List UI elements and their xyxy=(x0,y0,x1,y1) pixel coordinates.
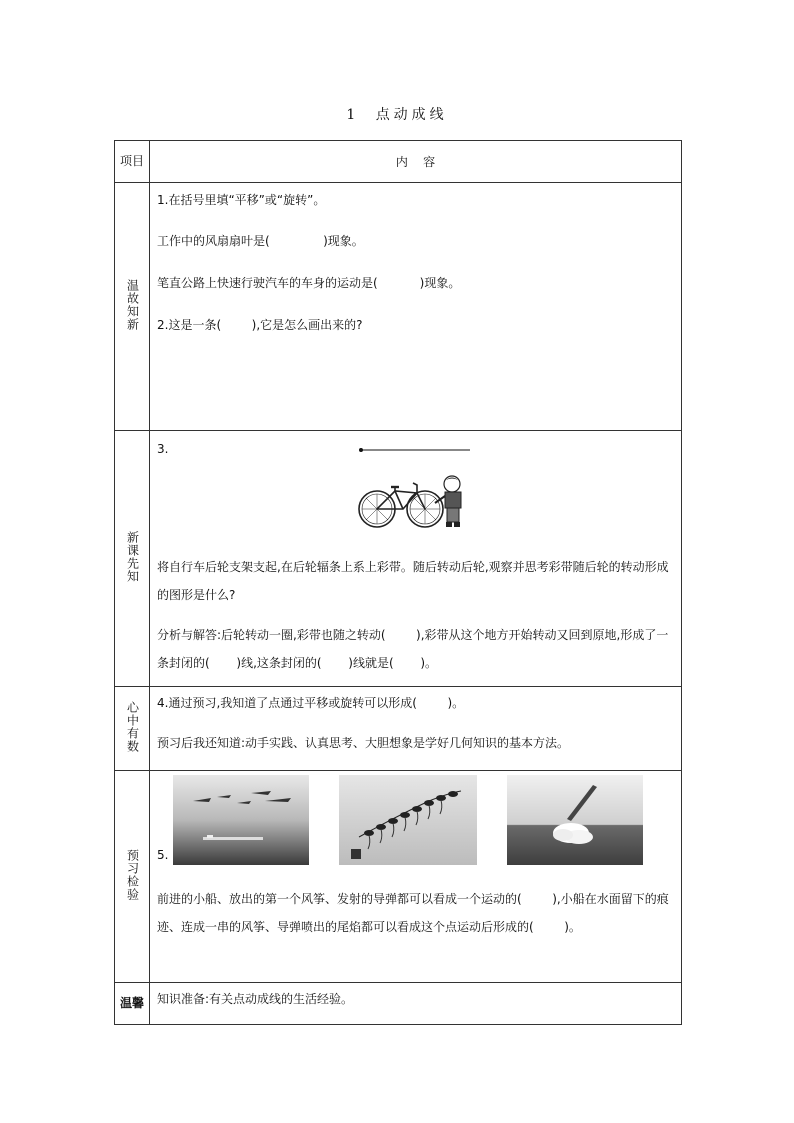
bicycle-icon xyxy=(359,483,443,527)
section-check-row xyxy=(115,771,682,983)
q1-text: 1.在括号里填“平移”或“旋转”。 xyxy=(157,193,326,207)
section-preview-label xyxy=(115,431,150,687)
missile-photo xyxy=(507,775,643,865)
q3-answer-paragraph: 分析与解答:后轮转动一圈,彩带也随之转动( ),彩带从这个地方开始转动又回到原地,形成了一条封闭的( )线,这条封闭的( )线就是( )。 xyxy=(157,628,669,670)
section-review-row xyxy=(115,183,682,431)
q2-text: 2.这是一条( ),它是怎么画出来的? xyxy=(157,318,363,332)
title-text: 点动成线 xyxy=(375,107,448,123)
section-tip-text: 知识准备:有关点动成线的生活经验。 xyxy=(157,992,354,1006)
title-number: 1 xyxy=(346,107,360,123)
q3-paragraph: 将自行车后轮支架支起,在后轮辐条上系上彩带。随后转动后轮,观察并思考彩带随后轮的转动形成的图形是什么? xyxy=(157,560,669,602)
header-col1: 项目 xyxy=(115,141,150,183)
q1b-text: 笔直公路上快速行驶汽车的车身的运动是( )现象。 xyxy=(157,276,461,290)
section-know-label-text: 心中有数 xyxy=(125,700,140,753)
section-tip-content xyxy=(150,983,682,1025)
section-preview-label-text: 新课先知 xyxy=(125,530,140,583)
section-know-paragraph: 预习后我还知道:动手实践、认真思考、大胆想象是学好几何知识的基本方法。 xyxy=(157,736,570,750)
section-know-row xyxy=(115,687,682,771)
boats-photo xyxy=(173,775,309,865)
section-check-label xyxy=(115,771,150,983)
section-check-label-text: 预习检验 xyxy=(125,848,140,901)
section-preview-content xyxy=(150,431,682,687)
page-title xyxy=(0,104,794,124)
section-know-content xyxy=(150,687,682,771)
section-review-label-text: 温故知新 xyxy=(125,278,140,331)
section-review-label xyxy=(115,183,150,431)
section-review-content xyxy=(150,183,682,431)
header-col2-text: 内 容 xyxy=(395,154,436,169)
header-row xyxy=(115,141,682,183)
section-check-paragraph: 前进的小船、放出的第一个风筝、发射的导弹都可以看成一个运动的( ),小船在水面留下的痕迹、连成一串的风筝、导弹喷出的尾焰都可以看成这个点运动后形成的( )。 xyxy=(157,892,669,934)
q1a-text: 工作中的风扇扇叶是( )现象。 xyxy=(157,234,364,248)
section-know-label xyxy=(115,687,150,771)
q4-text: 4.通过预习,我知道了点通过平移或旋转可以形成( )。 xyxy=(157,696,465,710)
bicycle-boy-illustration xyxy=(355,471,473,535)
section-check-content xyxy=(150,771,682,983)
lesson-table xyxy=(114,140,682,1025)
header-col2 xyxy=(150,141,682,183)
kites-photo xyxy=(339,775,477,865)
section-preview-row xyxy=(115,431,682,687)
q3-number: 3. xyxy=(157,442,169,456)
section-tip-row xyxy=(115,983,682,1025)
q5-number: 5. xyxy=(157,848,169,862)
section-tip-label: 温馨 xyxy=(115,983,150,1025)
